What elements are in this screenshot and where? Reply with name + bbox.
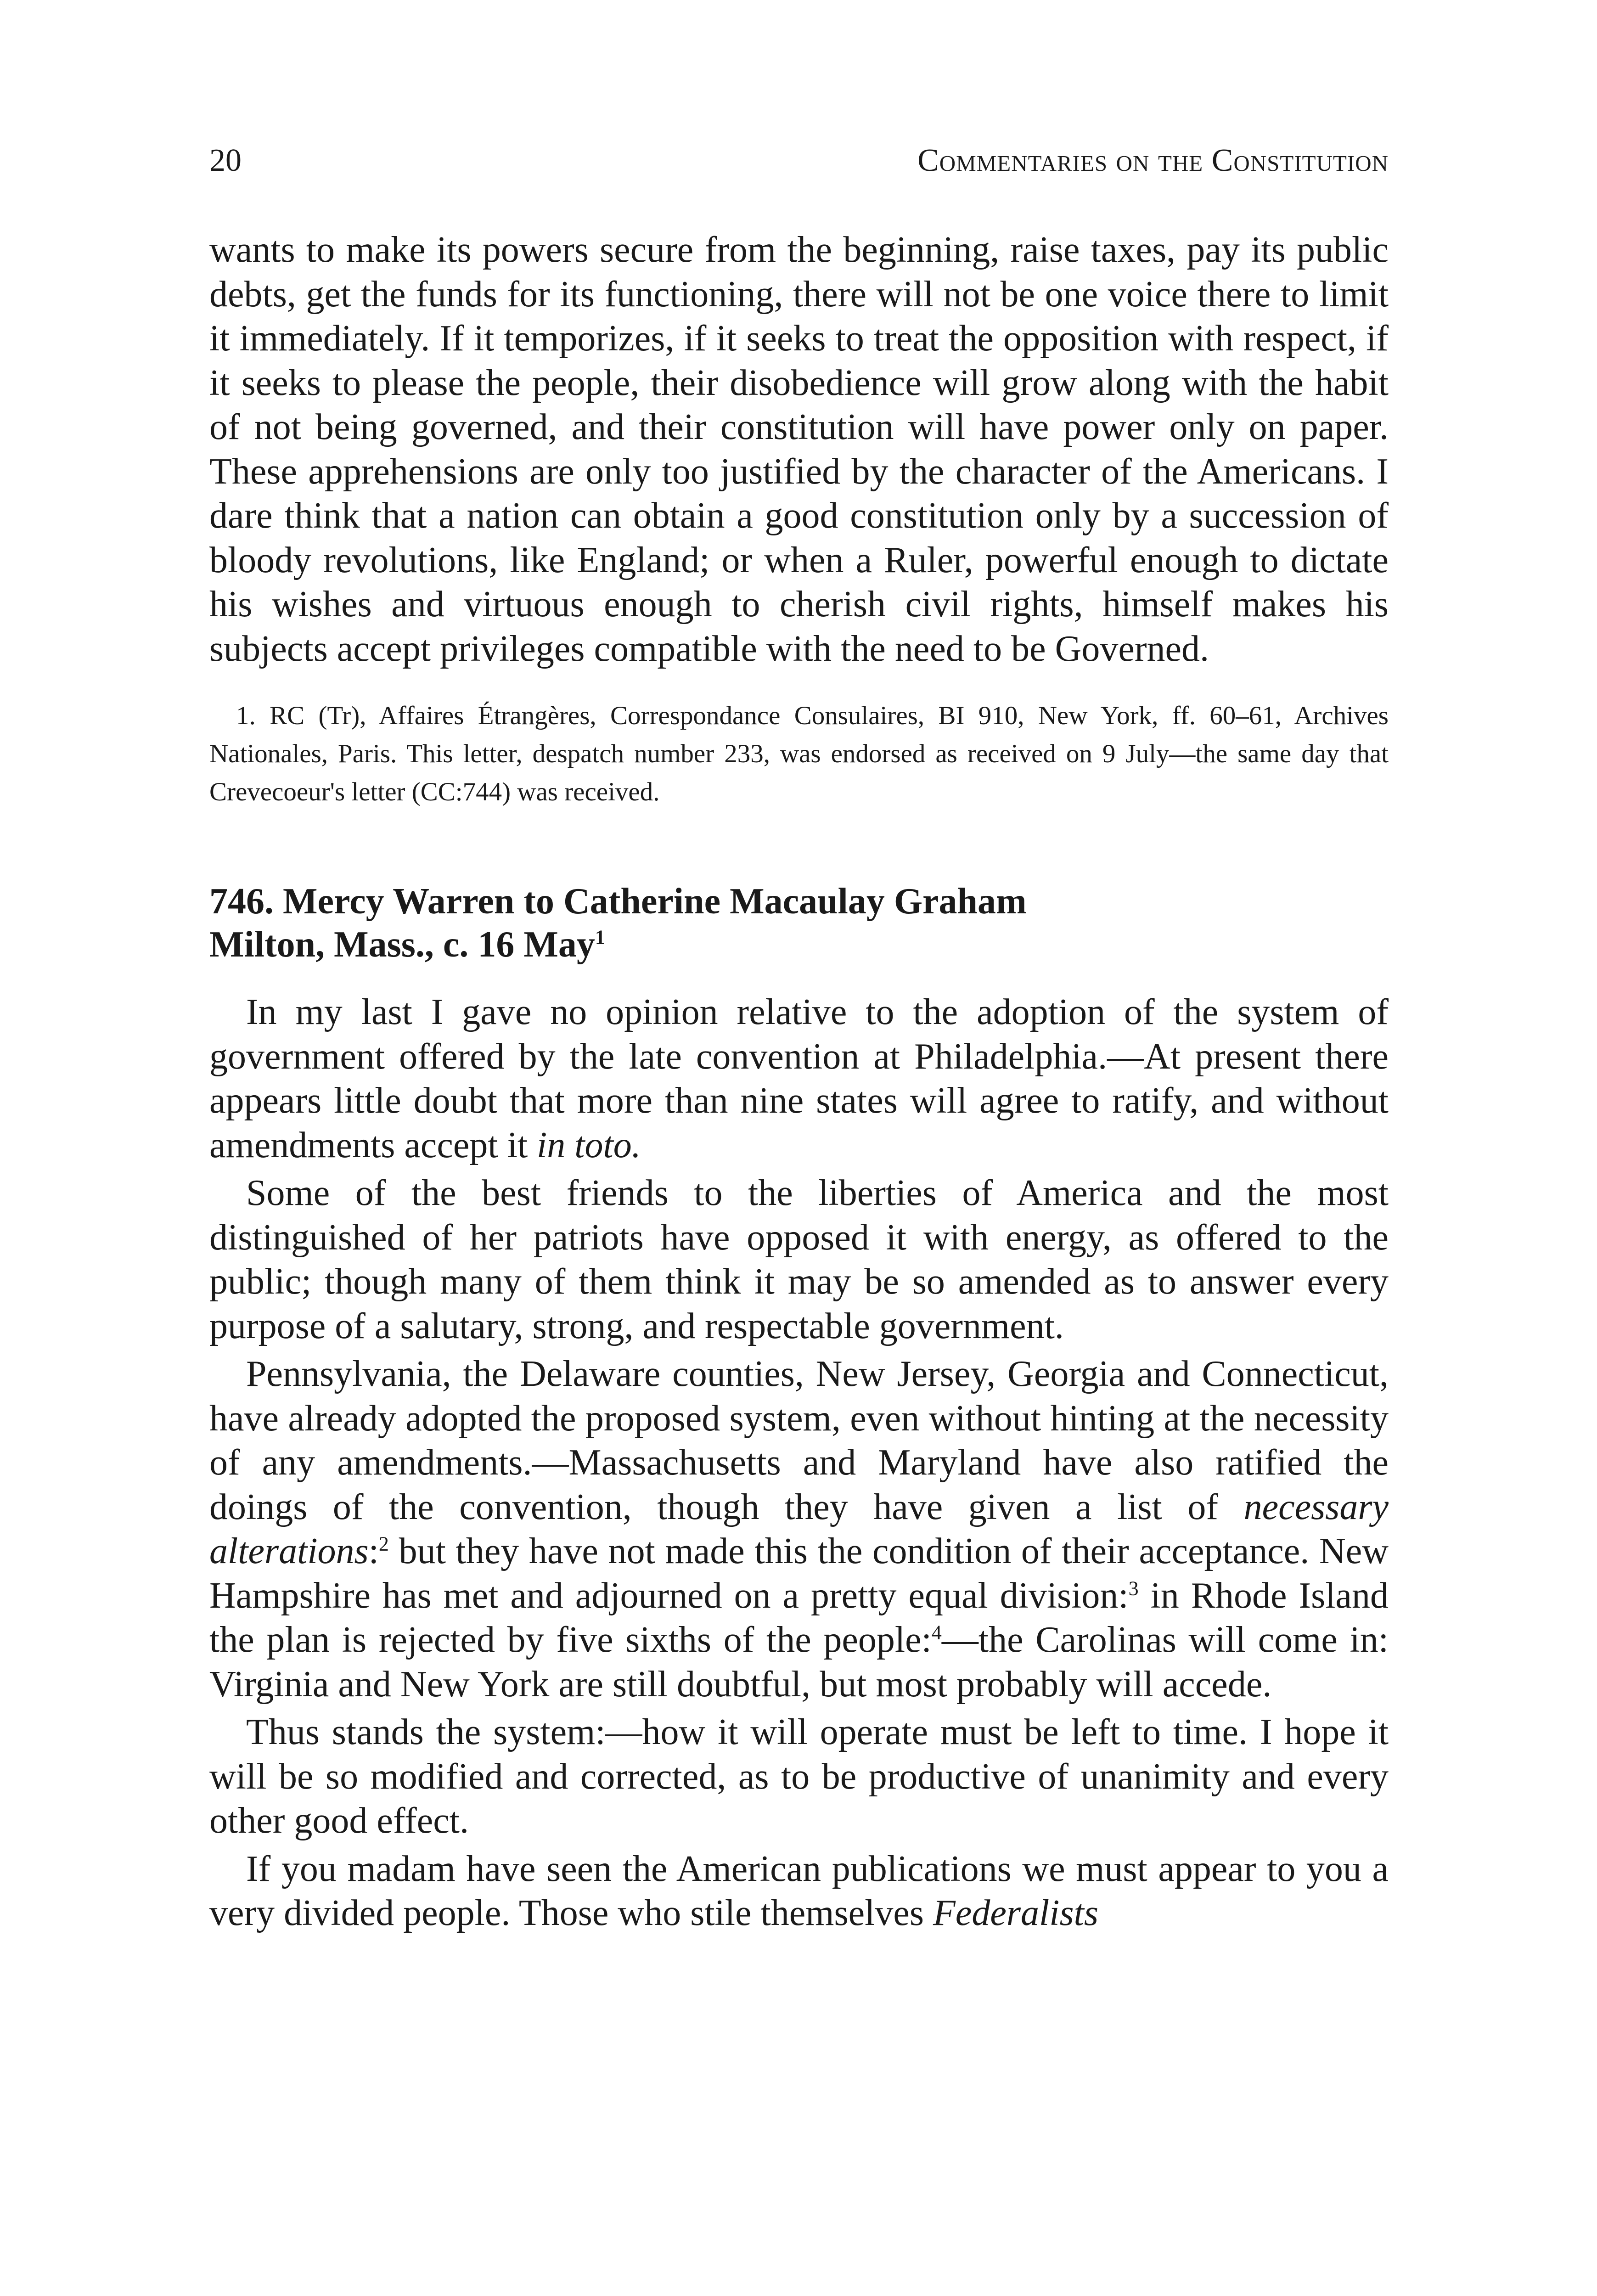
opening-text: [209, 228, 1389, 671]
page-number: 20: [209, 143, 242, 178]
letter-p3-c: in Rhode Island the plan is rejected by five sixths of the people:: [209, 1575, 1389, 1660]
document-page: [209, 138, 1389, 1936]
heading-place-date: Milton, Mass., c. 16 May: [209, 924, 595, 965]
letter-paragraph-3: [209, 1352, 1389, 1706]
letter-p5-italic: Federalists: [933, 1893, 1098, 1933]
letter-p1-italic: in toto.: [537, 1125, 641, 1165]
letter-p3-italic: necessary alterations: [209, 1486, 1389, 1571]
letter-p1-text: In my last I gave no opinion relative to the adoption of the system of government offered by the late convention at Philadelphia.—At present there appears little doubt that more than nine states will agree to ratify, and without amendments accept it: [209, 992, 1389, 1165]
letter-p3-d: —the Carolinas will come in: Virginia and New York are still doubtful, but most probably will accede.: [209, 1620, 1389, 1705]
document-heading: [209, 880, 1389, 966]
document-heading-line2: [209, 923, 1389, 966]
running-head: [209, 138, 1389, 184]
document-heading-line1: 746. Mercy Warren to Catherine Macaulay Graham: [209, 881, 1027, 922]
heading-note-ref: 1: [595, 926, 605, 949]
note-ref-4: 4: [931, 1621, 942, 1644]
running-title: Commentaries on the Constitution: [917, 143, 1389, 178]
letter-paragraph-2: Some of the best friends to the liberties of America and the most distinguished of her patriots have opposed it with energy, as offered to the public; though many of them think it may be so amended as to answer every purpose of a salutary, strong, and respectable government.: [209, 1173, 1389, 1346]
letter-body: [209, 990, 1389, 1936]
letter-paragraph-5: [209, 1847, 1389, 1936]
letter-p3-b: but they have not made this the condition of their acceptance. New Hampshire has met and adjourned on a pretty equal division:: [209, 1531, 1389, 1616]
letter-p3-a: Pennsylvania, the Delaware counties, New Jersey, Georgia and Connecticut, have already adopted the proposed system, even without hinting at the necessity of any amendments.—Massachusetts and Maryland have also ratified the doings of the convention, though they have given a list of: [209, 1354, 1389, 1527]
letter-p5-text: If you madam have seen the American publications we must appear to you a very divided people. Those who stile themselves: [209, 1848, 1389, 1933]
letter-paragraph-4: Thus stands the system:—how it will operate must be left to time. I hope it will be so modified and corrected, as to be productive of unanimity and every other good effect.: [209, 1712, 1389, 1841]
note-ref-2: 2: [378, 1532, 389, 1555]
note-ref-3: 3: [1128, 1576, 1139, 1599]
footnote-1: 1. RC (Tr), Affaires Étrangères, Correspondance Consulaires, BI 910, New York, ff. 60–61, Archives Nationales, Paris. This letter, despatch number 233, was endorsed as received on 9 July—the same day that Crevecoeur's letter (CC:744) was received.: [209, 701, 1389, 806]
letter-paragraph-1: [209, 990, 1389, 1167]
letter-p3-colon: :: [368, 1531, 379, 1571]
opening-paragraph: wants to make its powers secure from the beginning, raise taxes, pay its public debts, get the funds for its functioning, there will not be one voice there to limit it immediately. If it temporizes, if it seeks to treat the opposition with respect, if it seeks to please the people, their disobedience will grow along with the habit of not being governed, and their constitution will have power only on paper. These apprehensions are only too justified by the character of the Americans. I dare think that a nation can obtain a good constitution only by a succession of bloody revolutions, like England; or when a Ruler, powerful enough to dictate his wishes and virtuous enough to cherish civil rights, himself makes his subjects accept privileges compatible with the need to be Governed.: [209, 230, 1389, 669]
